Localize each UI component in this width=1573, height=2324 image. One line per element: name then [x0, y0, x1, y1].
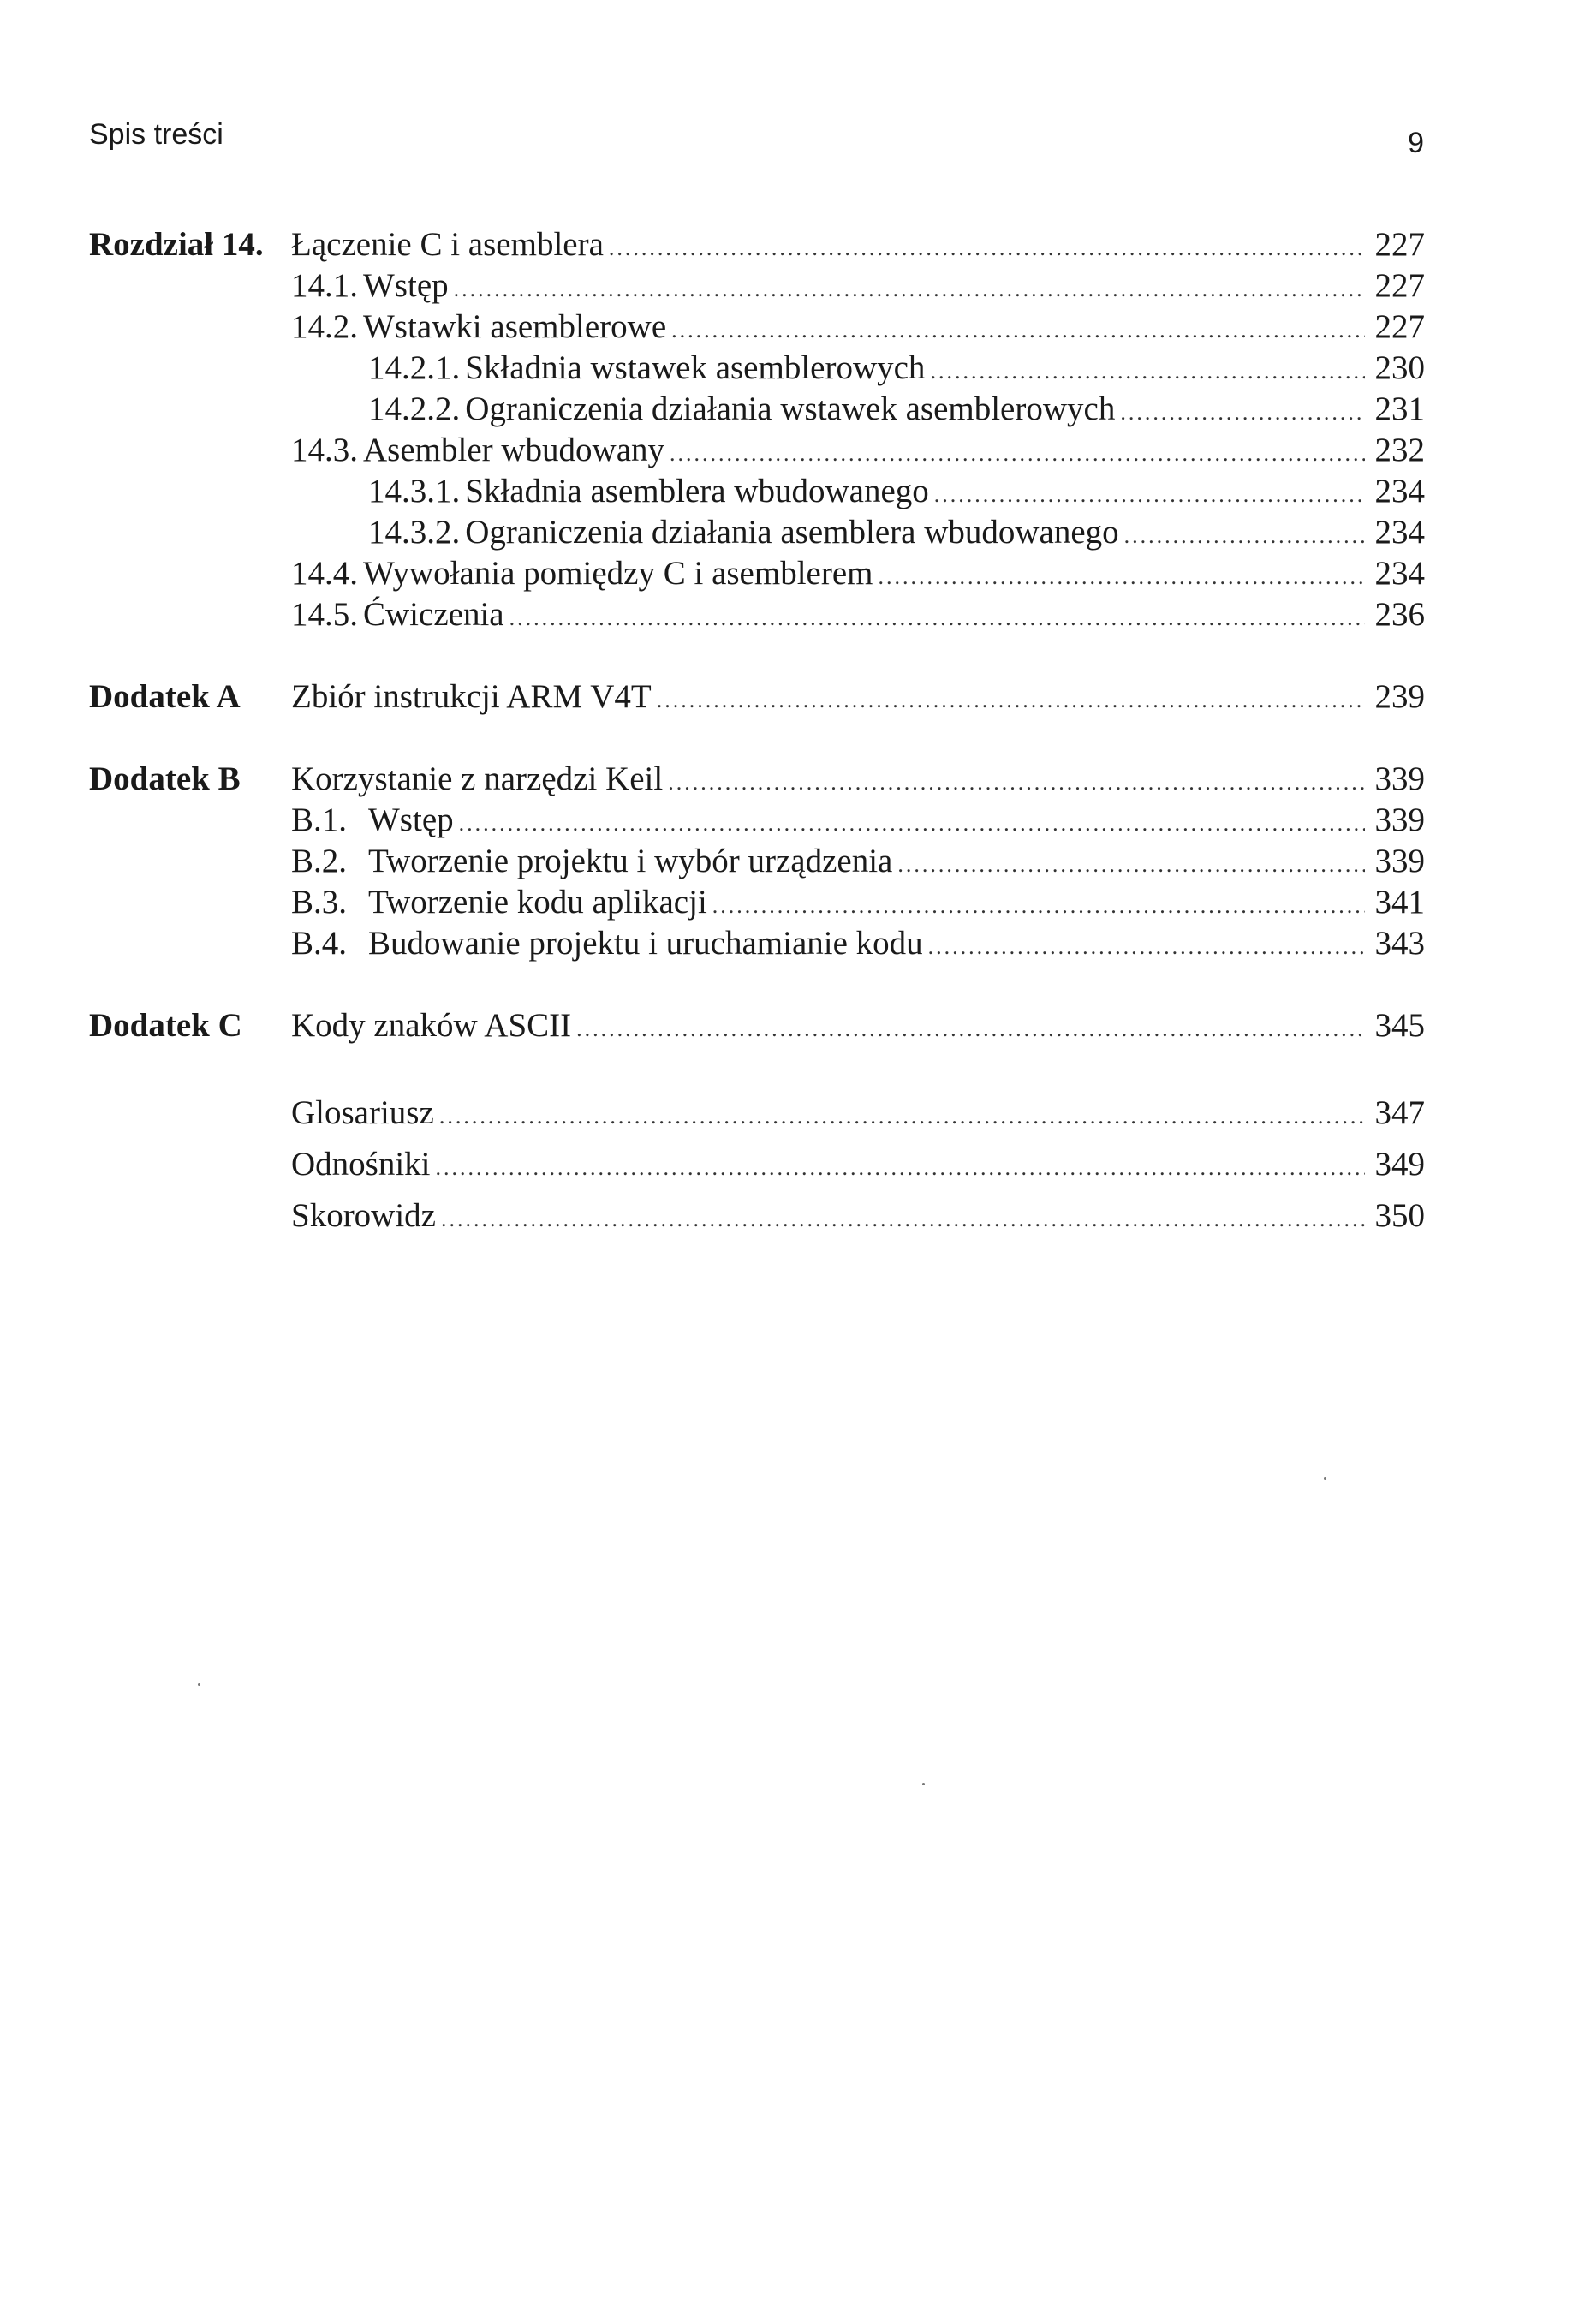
entry-number: B.1. — [291, 801, 348, 838]
entry-page: 234 — [1374, 473, 1425, 509]
entry-page: 234 — [1374, 514, 1425, 551]
dot-leader — [668, 762, 1365, 803]
entry-page: 232 — [1374, 432, 1425, 468]
entry-page: 239 — [1374, 678, 1425, 715]
toc-entry-b-1[interactable] — [89, 800, 1425, 841]
toc-entry-14-2-2[interactable] — [89, 389, 1425, 430]
entry-title: Tworzenie projektu i wybór urządzenia — [368, 843, 893, 879]
entry-page: 345 — [1374, 1007, 1425, 1044]
entry-title: Wstęp — [368, 801, 454, 838]
toc-entry-14-3-2[interactable] — [89, 512, 1425, 553]
toc-entry-14-2-1[interactable] — [89, 348, 1425, 389]
entry-title: Skorowidz — [291, 1197, 436, 1234]
entry-title: Łączenie C i asemblera — [291, 226, 604, 263]
dot-leader — [670, 433, 1365, 474]
dot-leader — [712, 885, 1365, 927]
entry-page: 227 — [1374, 267, 1425, 304]
entry-number: B.2. — [291, 843, 348, 879]
entry-page: 339 — [1374, 760, 1425, 797]
dot-leader — [439, 1091, 1365, 1142]
dot-leader — [1124, 515, 1365, 557]
toc-entry-appendix-b[interactable] — [89, 759, 1425, 800]
dot-leader — [609, 228, 1365, 269]
entry-title: Korzystanie z narzędzi Keil — [291, 760, 664, 797]
table-of-contents — [89, 224, 1425, 1242]
page-header — [89, 118, 1424, 161]
entry-page: 339 — [1374, 801, 1425, 838]
toc-entry-glossary[interactable] — [89, 1088, 1425, 1139]
entry-page: 349 — [1374, 1146, 1425, 1183]
chapter-label: Rozdział 14. — [89, 226, 264, 263]
dot-leader — [671, 310, 1365, 351]
entry-number: B.4. — [291, 925, 348, 962]
entry-number: 14.4. — [291, 555, 358, 592]
entry-number: 14.5. — [291, 596, 358, 633]
dot-leader — [459, 803, 1365, 844]
entry-page: 350 — [1374, 1197, 1425, 1234]
entry-title: Zbiór instrukcji ARM V4T — [291, 678, 652, 715]
entry-title: Ograniczenia działania asemblera wbudowanego — [465, 514, 1119, 551]
toc-entry-index[interactable] — [89, 1190, 1425, 1242]
entry-title: Glosariusz — [291, 1094, 434, 1131]
entry-title: Ćwiczenia — [363, 596, 504, 633]
appendix-label: Dodatek A — [89, 678, 241, 715]
toc-entry-b-3[interactable] — [89, 882, 1425, 923]
dot-leader — [934, 474, 1365, 515]
entry-page: 341 — [1374, 884, 1425, 921]
scan-speck — [198, 1683, 200, 1686]
entry-title: Wywołania pomiędzy C i asemblerem — [363, 555, 873, 592]
toc-entry-appendix-a[interactable] — [89, 676, 1425, 718]
running-title: Spis treści — [89, 118, 223, 151]
entry-page: 339 — [1374, 843, 1425, 879]
dot-leader — [657, 680, 1365, 721]
entry-page: 227 — [1374, 226, 1425, 263]
toc-entry-b-2[interactable] — [89, 841, 1425, 882]
toc-entry-14-3-1[interactable] — [89, 471, 1425, 512]
dot-leader — [576, 1009, 1365, 1050]
dot-leader — [878, 557, 1365, 598]
entry-number: B.3. — [291, 884, 348, 921]
dot-leader — [897, 844, 1365, 885]
entry-title: Składnia wstawek asemblerowych — [465, 349, 926, 386]
entry-page: 231 — [1374, 390, 1425, 427]
entry-page: 230 — [1374, 349, 1425, 386]
entry-title: Wstęp — [363, 267, 449, 304]
entry-number: 14.2.1. — [368, 349, 461, 386]
toc-entry-14-3[interactable] — [89, 430, 1425, 471]
entry-page: 234 — [1374, 555, 1425, 592]
scan-speck — [1324, 1477, 1326, 1480]
entry-page: 347 — [1374, 1094, 1425, 1131]
dot-leader — [930, 351, 1365, 392]
appendix-label: Dodatek C — [89, 1007, 242, 1044]
dot-leader — [928, 927, 1365, 968]
entry-title: Tworzenie kodu aplikacji — [368, 884, 707, 921]
entry-title: Kody znaków ASCII — [291, 1007, 572, 1044]
dot-leader — [454, 269, 1365, 310]
dot-leader — [1120, 392, 1365, 433]
entry-page: 236 — [1374, 596, 1425, 633]
toc-entry-14-4[interactable] — [89, 553, 1425, 594]
entry-number: 14.3.1. — [368, 473, 461, 509]
dot-leader — [509, 598, 1365, 639]
entry-number: 14.3.2. — [368, 514, 461, 551]
entry-page: 343 — [1374, 925, 1425, 962]
toc-entry-14-2[interactable] — [89, 307, 1425, 348]
entry-number: 14.2.2. — [368, 390, 461, 427]
entry-title: Asembler wbudowany — [363, 432, 665, 468]
entry-number: 14.3. — [291, 432, 358, 468]
dot-leader — [436, 1142, 1365, 1194]
toc-entry-chapter-14[interactable] — [89, 224, 1425, 265]
entry-title: Odnośniki — [291, 1146, 431, 1183]
entry-title: Budowanie projektu i uruchamianie kodu — [368, 925, 923, 962]
entry-title: Wstawki asemblerowe — [363, 308, 667, 345]
toc-entry-14-1[interactable] — [89, 265, 1425, 307]
page-number: 9 — [1408, 127, 1424, 159]
entry-page: 227 — [1374, 308, 1425, 345]
entry-title: Składnia asemblera wbudowanego — [465, 473, 929, 509]
toc-entry-b-4[interactable] — [89, 923, 1425, 964]
dot-leader — [441, 1194, 1365, 1245]
entry-title: Ograniczenia działania wstawek asemblerowych — [465, 390, 1116, 427]
toc-entry-appendix-c[interactable] — [89, 1005, 1425, 1046]
toc-entry-references[interactable] — [89, 1139, 1425, 1190]
entry-number: 14.2. — [291, 308, 358, 345]
entry-number: 14.1. — [291, 267, 358, 304]
toc-entry-14-5[interactable] — [89, 594, 1425, 635]
scan-speck — [922, 1783, 925, 1785]
appendix-label: Dodatek B — [89, 760, 241, 797]
